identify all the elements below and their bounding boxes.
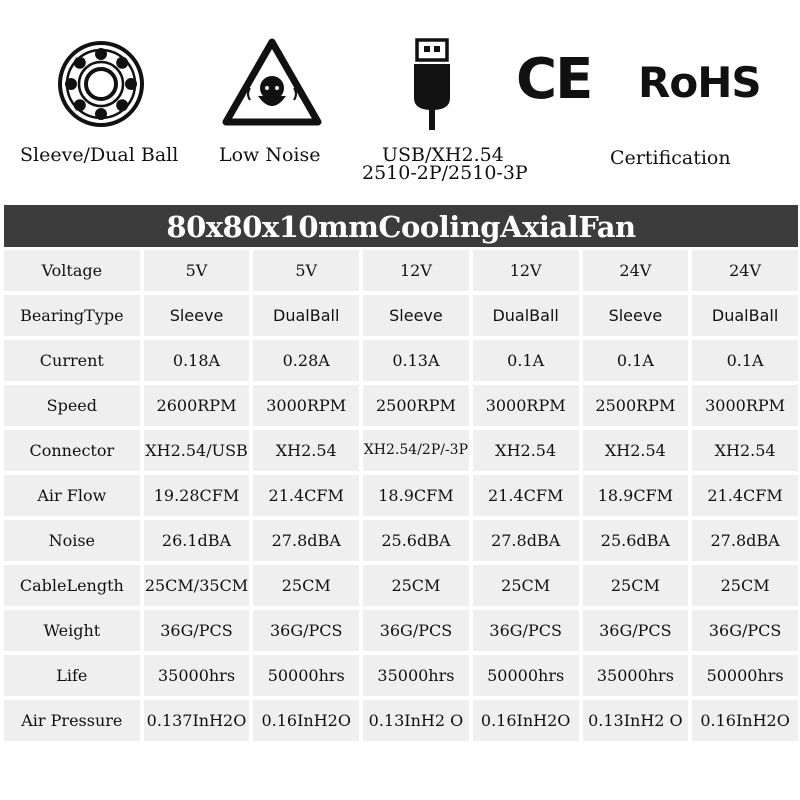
spec-cell: 3000RPM <box>253 385 359 426</box>
spec-cell: 27.8dBA <box>253 520 359 561</box>
spec-cell: XH2.54 <box>253 430 359 471</box>
spec-cell: Sleeve <box>583 295 689 336</box>
spec-row-label: CableLength <box>4 565 140 606</box>
spec-cell: 25.6dBA <box>363 520 469 561</box>
spec-cell: 50000hrs <box>253 655 359 696</box>
feature-label-low-noise: Low Noise <box>219 144 321 166</box>
spec-cell: 0.13InH2 O <box>583 700 689 741</box>
spec-cell: 0.16InH2O <box>253 700 359 741</box>
spec-row <box>4 250 798 291</box>
spec-cell: 25CM <box>253 565 359 606</box>
product-title-banner <box>4 205 798 247</box>
spec-cell: 36G/PCS <box>144 610 250 651</box>
spec-row-label: Connector <box>4 430 140 471</box>
spec-cell: 36G/PCS <box>253 610 359 651</box>
spec-cell: 24V <box>692 250 798 291</box>
spec-cell: 18.9CFM <box>583 475 689 516</box>
feature-label-usb-line2: 2510-2P/2510-3P <box>362 162 528 184</box>
spec-cell: 0.1A <box>583 340 689 381</box>
bearing-icon <box>57 40 145 128</box>
usb-plug-icon <box>410 38 458 134</box>
spec-row-label: Weight <box>4 610 140 651</box>
ce-mark-icon: CE <box>516 47 592 112</box>
spec-cell: 0.16InH2O <box>692 700 798 741</box>
spec-cell: 0.13A <box>363 340 469 381</box>
spec-row-label: Air Pressure <box>4 700 140 741</box>
spec-cell: XH2.54/USB <box>144 430 250 471</box>
feature-label-usb-line1: USB/XH2.54 <box>382 144 504 166</box>
spec-cell: 21.4CFM <box>692 475 798 516</box>
spec-cell: 2500RPM <box>583 385 689 426</box>
spec-cell: 27.8dBA <box>692 520 798 561</box>
spec-cell: 50000hrs <box>473 655 579 696</box>
spec-cell: 35000hrs <box>363 655 469 696</box>
spec-cell: 0.18A <box>144 340 250 381</box>
spec-cell: 25CM/35CM <box>144 565 250 606</box>
spec-row-label: Life <box>4 655 140 696</box>
spec-cell: XH2.54/2P/-3P <box>363 430 469 471</box>
spec-cell: DualBall <box>253 295 359 336</box>
spec-cell: 35000hrs <box>144 655 250 696</box>
spec-cell: 0.16InH2O <box>473 700 579 741</box>
spec-cell: 21.4CFM <box>473 475 579 516</box>
spec-row-label: Current <box>4 340 140 381</box>
spec-row <box>4 340 798 381</box>
spec-row-label: Speed <box>4 385 140 426</box>
spec-cell: 25CM <box>363 565 469 606</box>
spec-cell: 35000hrs <box>583 655 689 696</box>
spec-row-label: Noise <box>4 520 140 561</box>
spec-cell: 25.6dBA <box>583 520 689 561</box>
spec-cell: Sleeve <box>144 295 250 336</box>
feature-label-bearing: Sleeve/Dual Ball <box>20 144 179 166</box>
spec-cell: 50000hrs <box>692 655 798 696</box>
spec-cell: 2500RPM <box>363 385 469 426</box>
feature-strip <box>0 0 800 200</box>
spec-cell: 19.28CFM <box>144 475 250 516</box>
spec-cell: 25CM <box>583 565 689 606</box>
spec-cell: 25CM <box>692 565 798 606</box>
spec-cell: XH2.54 <box>692 430 798 471</box>
feature-label-certification: Certification <box>610 147 731 169</box>
spec-cell: 26.1dBA <box>144 520 250 561</box>
spec-cell: XH2.54 <box>583 430 689 471</box>
spec-cell: 2600RPM <box>144 385 250 426</box>
spec-row <box>4 475 798 516</box>
low-noise-warning-icon <box>222 38 322 126</box>
spec-cell: 36G/PCS <box>363 610 469 651</box>
spec-row <box>4 610 798 651</box>
spec-cell: 5V <box>253 250 359 291</box>
spec-cell: DualBall <box>692 295 798 336</box>
product-title: 80x80x10mmCoolingAxialFan <box>166 210 636 244</box>
spec-cell: 27.8dBA <box>473 520 579 561</box>
spec-cell: 0.1A <box>473 340 579 381</box>
spec-cell: Sleeve <box>363 295 469 336</box>
spec-cell: 0.13InH2 O <box>363 700 469 741</box>
spec-row <box>4 565 798 606</box>
spec-row <box>4 700 798 741</box>
spec-row <box>4 295 798 336</box>
spec-row-label: Voltage <box>4 250 140 291</box>
spec-cell: 3000RPM <box>692 385 798 426</box>
rohs-logo-icon: RoHS <box>638 58 761 107</box>
spec-cell: 25CM <box>473 565 579 606</box>
spec-cell: 36G/PCS <box>583 610 689 651</box>
spec-row-label: Air Flow <box>4 475 140 516</box>
spec-row <box>4 655 798 696</box>
spec-cell: 36G/PCS <box>473 610 579 651</box>
spec-row <box>4 430 798 471</box>
spec-cell: 0.137InH2O <box>144 700 250 741</box>
spec-row <box>4 520 798 561</box>
spec-cell: DualBall <box>473 295 579 336</box>
spec-cell: 0.28A <box>253 340 359 381</box>
spec-row <box>4 385 798 426</box>
spec-cell: 18.9CFM <box>363 475 469 516</box>
spec-cell: 24V <box>583 250 689 291</box>
spec-cell: 5V <box>144 250 250 291</box>
spec-cell: XH2.54 <box>473 430 579 471</box>
spec-cell: 0.1A <box>692 340 798 381</box>
spec-row-label: BearingType <box>4 295 140 336</box>
spec-table <box>4 250 798 745</box>
spec-cell: 12V <box>363 250 469 291</box>
spec-cell: 3000RPM <box>473 385 579 426</box>
spec-cell: 36G/PCS <box>692 610 798 651</box>
spec-cell: 12V <box>473 250 579 291</box>
spec-cell: 21.4CFM <box>253 475 359 516</box>
